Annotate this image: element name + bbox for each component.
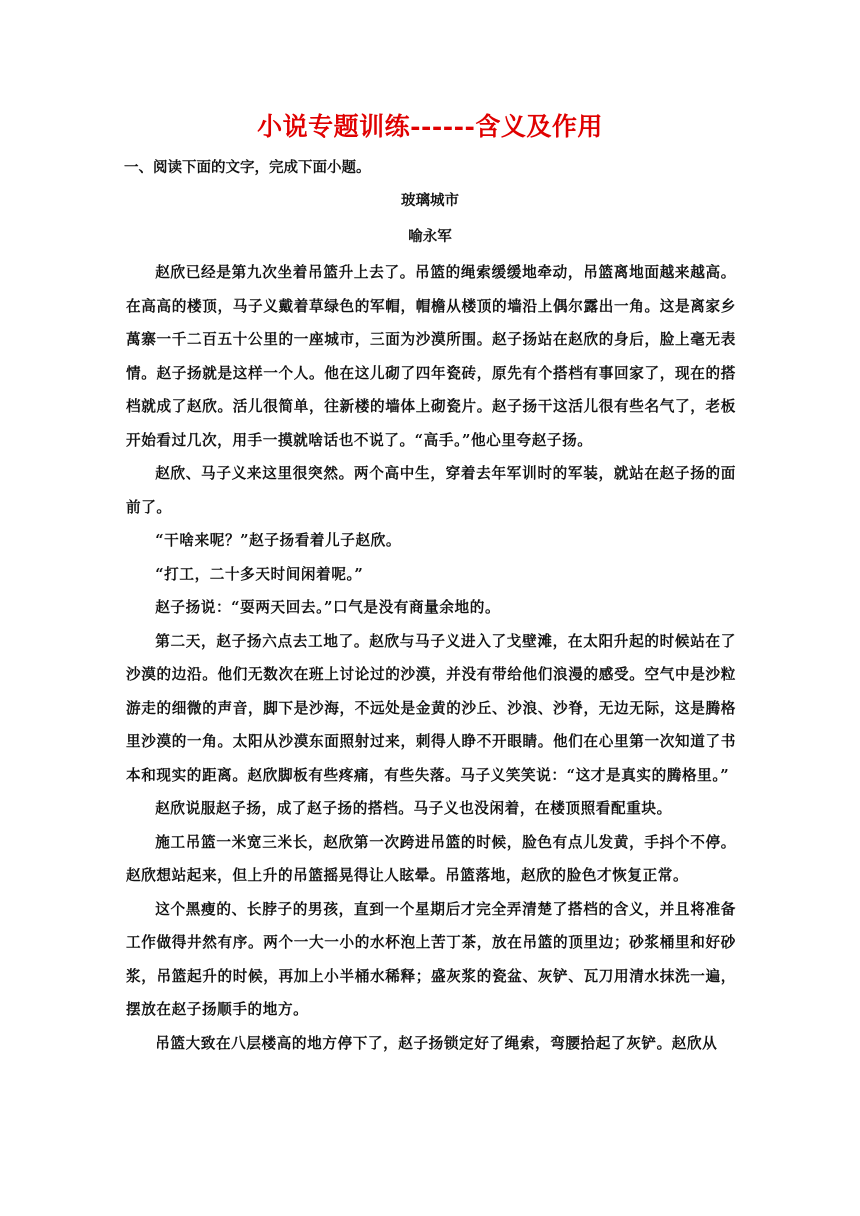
paragraph: 赵子扬说：“耍两天回去。”口气是没有商量余地的。	[155, 599, 501, 616]
story-title: 玻璃城市	[401, 192, 459, 209]
question-prompt: 一、阅读下面的文字，完成下面小题。	[124, 159, 371, 176]
paragraph: 吊篮大致在八层楼高的地方停下了，赵子扬锁定好了绳索，弯腰拾起了灰铲。赵欣从	[155, 1034, 718, 1052]
paragraph: “干啥来呢？”赵子扬看着儿子赵欣。	[155, 532, 402, 549]
paragraph: 赵欣、马子义来这里很突然。两个高中生，穿着去年军训时的军装，就站在赵子扬的面前了。	[126, 465, 736, 516]
story-author: 喻永军	[408, 228, 452, 245]
paragraph: 第二天，赵子扬六点去工地了。赵欣与马子义进入了戈壁滩，在太阳升起的时候站在了沙漠的边沿。他们无数次在班上讨论过的沙漠，并没有带给他们浪漫的感受。空气中是沙粒游走的细微的声音，脚下是沙海，不远处是金黄的沙丘、沙浪、沙脊，无边无际，这是腾格里沙漠的一角。太阳从沙漠东面照射过来，刺得人睁不开眼睛。他们在心里第一次知道了书本和现实的距离。赵欣脚板有些疼痛，有些失落。马子义笑笑说：“这才是真实的腾格里。”	[126, 632, 736, 784]
document-title: 小说专题训练------含义及作用	[257, 112, 603, 141]
paragraph: 赵欣已经是第九次坐着吊篮升上去了。吊篮的绳索缓缓地牵动，吊篮离地面越来越高。在高高的楼顶，马子义戴着草绿色的军帽，帽檐从楼顶的墙沿上偶尔露出一角。这是离家乡萬寨一千二百五十公里的一座城市，三面为沙漠所围。赵子扬站在赵欣的身后，脸上毫无表情。赵子扬就是这样一个人。他在这儿砌了四年瓷砖，原先有个搭档有事回家了，现在的搭档就成了赵欣。活儿很简单，往新楼的墙体上砌瓷片。赵子扬干这活儿很有些名气了，老板开始看过几次，用手一摸就啥话也不说了。“高手。”他心里夸赵子扬。	[126, 264, 736, 449]
paragraph: 赵欣说服赵子扬，成了赵子扬的搭档。马子义也没闲着，在楼顶照看配重块。	[155, 800, 672, 817]
story-body	[126, 256, 736, 1060]
paragraph: 这个黑瘦的、长脖子的男孩，直到一个星期后才完全弄清楚了搭档的含义，并且将准备工作做得井然有序。两个一大一小的水杯泡上苦丁茶，放在吊篮的顶里边；砂浆桶里和好砂浆，吊篮起升的时候，再加上小半桶水稀释；盛灰浆的瓷盆、灰铲、瓦刀用清水抹洗一遍，摆放在赵子扬顺手的地方。	[126, 900, 736, 1018]
paragraph: 施工吊篮一米宽三米长，赵欣第一次跨进吊篮的时候，脸色有点儿发黄，手抖个不停。赵欣想站起来，但上升的吊篮摇晃得让人眩晕。吊篮落地，赵欣的脸色才恢复正常。	[126, 833, 736, 884]
paragraph: “打工，二十多天时间闲着呢。”	[155, 565, 364, 583]
